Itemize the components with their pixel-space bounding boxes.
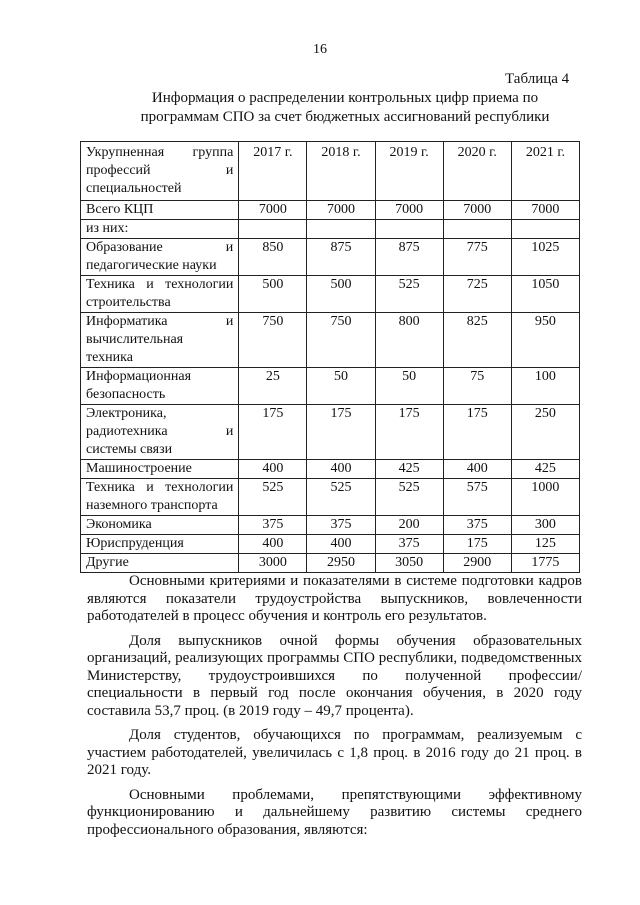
quota-value: 750: [307, 313, 375, 368]
paragraph: Основными проблемами, препятствующими эффективному функционированию и дальнейшему развитию системы среднего профессионального образования, являются:: [87, 786, 582, 838]
category-name-line: наземного транспорта: [86, 498, 218, 513]
quota-value: 525: [375, 479, 443, 516]
quota-value: 375: [239, 516, 307, 535]
header-year: 2020 г.: [443, 142, 511, 201]
page-number: 16: [313, 42, 327, 57]
category-name-line: вычислительная: [86, 332, 184, 347]
category-name: [81, 405, 239, 460]
quota-value: 200: [375, 516, 443, 535]
quota-value: 500: [307, 276, 375, 313]
header-name-line: Укрупненная группа: [86, 145, 234, 160]
quota-value: 175: [375, 405, 443, 460]
quota-value: 375: [307, 516, 375, 535]
quota-value: 575: [443, 479, 511, 516]
header-year: 2019 г.: [375, 142, 443, 201]
quota-value: 400: [307, 535, 375, 554]
category-name: [81, 368, 239, 405]
paragraph: Основными критериями и показателями в системе подготовки кадров являются показатели трудоустройства выпускников, вовлеченности работодателей в процесс обучения и контроль его результатов.: [87, 573, 582, 624]
quota-value: 175: [443, 535, 511, 554]
quota-value: 525: [375, 276, 443, 313]
category-row: [81, 239, 580, 276]
quota-value: 175: [307, 405, 375, 460]
category-row: [81, 535, 580, 554]
admission-quota-table: [80, 141, 580, 573]
quota-value: 250: [511, 405, 579, 460]
table-caption-line: программам СПО за счет бюджетных ассигнований республики: [140, 109, 550, 125]
quota-value: 875: [307, 239, 375, 276]
quota-value: 25: [239, 368, 307, 405]
table-header-row: [81, 142, 580, 201]
quota-value: 100: [511, 368, 579, 405]
empty-cell: [375, 220, 443, 239]
category-name-line: педагогические науки: [86, 258, 217, 273]
category-row: [81, 554, 580, 573]
quota-value: 125: [511, 535, 579, 554]
category-row: [81, 405, 580, 460]
category-name-line: Машиностроение: [86, 461, 192, 476]
quota-value: 425: [375, 460, 443, 479]
table-label: Таблица 4: [505, 71, 570, 87]
header-year: 2017 г.: [239, 142, 307, 201]
quota-value: 400: [239, 460, 307, 479]
quota-value: 3050: [375, 554, 443, 573]
quota-value: 175: [443, 405, 511, 460]
empty-cell: [239, 220, 307, 239]
category-name-line: безопасность: [86, 387, 166, 402]
category-name: [81, 239, 239, 276]
quota-value: 425: [511, 460, 579, 479]
quota-value: 175: [239, 405, 307, 460]
quota-value: 525: [307, 479, 375, 516]
empty-cell: [443, 220, 511, 239]
quota-value: 375: [443, 516, 511, 535]
body-text: [87, 573, 582, 846]
quota-value: 400: [307, 460, 375, 479]
category-row: [81, 276, 580, 313]
category-name-line: Техника и технологии: [86, 277, 234, 292]
category-name-line: Информатика и: [86, 314, 234, 329]
category-name: [81, 479, 239, 516]
empty-cell: [511, 220, 579, 239]
quota-value: 2950: [307, 554, 375, 573]
total-row: [81, 201, 580, 220]
quota-value: 500: [239, 276, 307, 313]
category-name: [81, 554, 239, 573]
quota-value: 850: [239, 239, 307, 276]
category-name: [81, 535, 239, 554]
total-value: 7000: [239, 201, 307, 220]
header-group-name: [81, 142, 239, 201]
quota-value: 3000: [239, 554, 307, 573]
category-name: [81, 276, 239, 313]
header-year: 2018 г.: [307, 142, 375, 201]
quota-value: 75: [443, 368, 511, 405]
quota-value: 800: [375, 313, 443, 368]
quota-value: 1050: [511, 276, 579, 313]
quota-value: 875: [375, 239, 443, 276]
category-row: [81, 479, 580, 516]
table-body: [81, 201, 580, 573]
category-name-line: Экономика: [86, 517, 152, 532]
quota-value: 1775: [511, 554, 579, 573]
category-name-line: Юриспруденция: [86, 536, 184, 551]
category-name-line: системы связи: [86, 442, 173, 457]
table-caption-line: Информация о распределении контрольных цифр приема по: [151, 90, 539, 106]
total-value: 7000: [511, 201, 579, 220]
category-name-line: Информационная: [86, 369, 192, 384]
category-name-line: техника: [86, 350, 133, 365]
quota-value: 375: [375, 535, 443, 554]
subheader-row: [81, 220, 580, 239]
quota-value: 1000: [511, 479, 579, 516]
quota-value: 300: [511, 516, 579, 535]
quota-value: 525: [239, 479, 307, 516]
header-year: 2021 г.: [511, 142, 579, 201]
category-row: [81, 368, 580, 405]
total-value: 7000: [443, 201, 511, 220]
header-name-line: профессий и: [86, 163, 234, 178]
category-name-line: Техника и технологии: [86, 480, 234, 495]
category-name-line: Другие: [86, 555, 129, 570]
subheader-label: из них:: [81, 220, 239, 239]
total-value: 7000: [375, 201, 443, 220]
quota-value: 775: [443, 239, 511, 276]
quota-value: 400: [239, 535, 307, 554]
category-name-line: строительства: [86, 295, 171, 310]
quota-value: 1025: [511, 239, 579, 276]
quota-value: 725: [443, 276, 511, 313]
category-name: [81, 460, 239, 479]
quota-value: 400: [443, 460, 511, 479]
quota-value: 750: [239, 313, 307, 368]
quota-value: 50: [375, 368, 443, 405]
category-row: [81, 460, 580, 479]
category-row: [81, 516, 580, 535]
total-row-label: Всего КЦП: [81, 201, 239, 220]
category-name-line: Образование и: [86, 240, 234, 255]
quota-value: 50: [307, 368, 375, 405]
quota-value: 950: [511, 313, 579, 368]
category-name: [81, 516, 239, 535]
total-value: 7000: [307, 201, 375, 220]
paragraph: Доля студентов, обучающихся по программам, реализуемым с участием работодателей, увеличилась с 1,8 проц. в 2016 году до 21 проц. в 2021 году.: [87, 727, 582, 778]
header-name-line: специальностей: [86, 181, 182, 196]
category-name-line: Электроника,: [86, 406, 167, 421]
category-name: [81, 313, 239, 368]
quota-value: 2900: [443, 554, 511, 573]
table-caption: [100, 89, 590, 127]
empty-cell: [307, 220, 375, 239]
quota-value: 825: [443, 313, 511, 368]
paragraph: Доля выпускников очной формы обучения образовательных организаций, реализующих программы СПО республики, подведомственных Министерству, трудоустроившихся по полученной профессии/специальности в первый год после окончания обучения, в 2020 году составила 53,7 проц. (в 2019 году – 49,7 процента).: [87, 632, 582, 719]
category-name-line: радиотехника и: [86, 424, 234, 439]
category-row: [81, 313, 580, 368]
